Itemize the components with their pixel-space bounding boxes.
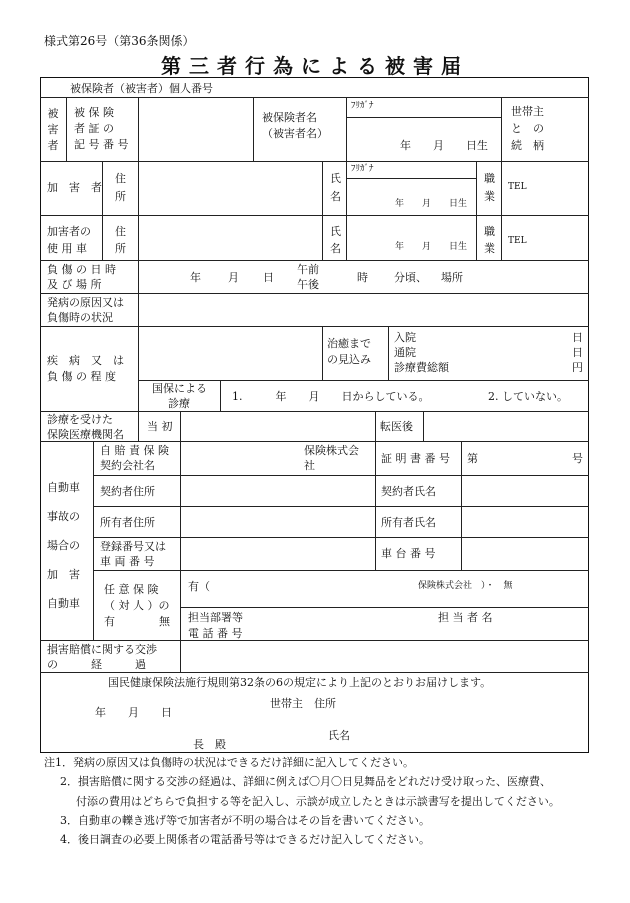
am-option[interactable]: 午前: [297, 263, 319, 276]
negotiation-field[interactable]: [181, 641, 588, 671]
declaration-date: 年 月 日: [95, 706, 172, 719]
injury-datetime-label: 負 傷 の 日 時: [47, 263, 116, 276]
owner-name-label: 所有者氏名: [381, 516, 436, 529]
injury-place-field[interactable]: [470, 262, 588, 292]
victim-furigana: ﾌﾘｶﾞﾅ: [351, 101, 374, 111]
total-cost-label: 診療費総額: [394, 361, 449, 374]
note-4: 4．後日調査の必要上関係者の電話番号等はできるだけ記入してください。: [60, 833, 430, 846]
contractor-address-field[interactable]: [181, 476, 374, 505]
chassis-no-field[interactable]: [462, 538, 588, 569]
disease-field[interactable]: [139, 327, 321, 379]
reg-no-label: 登録番号又は: [100, 540, 166, 553]
note-3: 3．自動車の轢き逃げ等で加害者が不明の場合はその旨を書いてください。: [60, 814, 430, 827]
page-title: 第三者行為による被害届: [161, 54, 469, 78]
department-label: 担当部署等: [188, 611, 243, 624]
relation-field[interactable]: [555, 98, 588, 160]
victim-side-label: 被: [47, 107, 59, 120]
declaration-text: 国民健康保険法施行規則第32条の6の規定により上記のとおりお届けします。: [108, 676, 492, 689]
note-2: 2．損害賠償に関する交渉の経過は、詳細に例えば〇月〇日見舞品をどれだけ受け取った、医療費、: [60, 775, 551, 788]
voluntary-yes[interactable]: 有（: [188, 580, 210, 593]
outpatient-label: 通院: [394, 346, 416, 359]
kokuho-label: 国保による: [152, 382, 207, 395]
vehicle-user-address-field[interactable]: [139, 216, 321, 259]
institution-label: 診療を受けた: [47, 413, 113, 426]
chassis-no-label: 車 台 番 号: [381, 547, 436, 560]
head-address-label: 世帯主 住所: [270, 697, 336, 710]
cause-label: 発病の原因又は: [47, 296, 124, 309]
disease-label: 疾 病 又 は: [47, 354, 124, 367]
negotiation-label: 損害賠償に関する交渉: [47, 643, 157, 656]
contractor-name-field[interactable]: [462, 476, 588, 505]
inpatient-label: 入院: [394, 331, 416, 344]
assailant-tel: TEL: [508, 182, 527, 192]
car-section-label: 自動車: [47, 481, 80, 494]
victim-name-label: 被保険者名: [262, 111, 317, 124]
form-number: 様式第26号（第36条関係）: [44, 34, 195, 48]
assailant-furigana: ﾌﾘｶﾞﾅ: [351, 164, 374, 174]
phone-label: 電 話 番 号: [188, 627, 243, 640]
initial-institution-field[interactable]: [181, 412, 374, 440]
owner-address-field[interactable]: [181, 507, 374, 536]
cert-number-field[interactable]: [139, 98, 252, 160]
pm-option[interactable]: 午後: [297, 278, 319, 291]
transfer-institution-field[interactable]: [424, 412, 588, 440]
owner-address-label: 所有者住所: [100, 516, 155, 529]
outlook-label: 治癒まで: [327, 337, 371, 350]
voluntary-company-field[interactable]: [210, 574, 410, 604]
contractor-name-label: 契約者氏名: [381, 485, 436, 498]
contractor-address-label: 契約者住所: [100, 485, 155, 498]
vehicle-user-tel: TEL: [508, 236, 527, 246]
voluntary-label: 任 意 保 険: [104, 583, 159, 596]
victim-dob: 年 月 日生: [400, 139, 488, 152]
vehicle-user-label: 加害者の: [47, 225, 91, 238]
vehicle-user-name-field[interactable]: [347, 216, 475, 259]
cert-no-label: 証 明 書 番 号: [381, 452, 450, 465]
insurer-field[interactable]: [181, 442, 301, 474]
head-name-label: 氏名: [328, 729, 350, 742]
assailant-dob: 年 月 日生: [395, 199, 468, 209]
rep-name-label: 担 当 者 名: [438, 611, 493, 624]
note-2-cont: 付添の費用はどちらで負担する等を記入し、示談が成立したときは示談書写を提出してください。: [76, 795, 560, 808]
owner-name-field[interactable]: [462, 507, 588, 536]
kokuho-option-1[interactable]: 1. 年 月 日からしている。: [232, 390, 430, 403]
assailant-label: 加 害 者: [47, 181, 102, 194]
insurer-label: 自 賠 責 保 険: [100, 444, 169, 457]
voluntary-company: 保険株式会社 ）・ 無: [418, 581, 513, 591]
vehicle-user-dob: 年 月 日生: [395, 242, 468, 252]
assailant-address-field[interactable]: [139, 162, 321, 214]
relation-label: 世帯主: [511, 105, 544, 118]
cert-label: 被 保 険: [74, 106, 114, 119]
kokuho-option-2[interactable]: 2. していない。: [488, 390, 568, 403]
cause-field[interactable]: [139, 294, 588, 325]
reg-no-field[interactable]: [181, 538, 374, 569]
cert-no-field[interactable]: [482, 442, 570, 474]
my-number-label: 被保険者（被害者）個人番号: [70, 82, 213, 95]
mayor-label: 長 殿: [193, 738, 226, 751]
note-1: 注1．発病の原因又は負傷時の状況はできるだけ詳細に記入してください。: [44, 756, 414, 769]
